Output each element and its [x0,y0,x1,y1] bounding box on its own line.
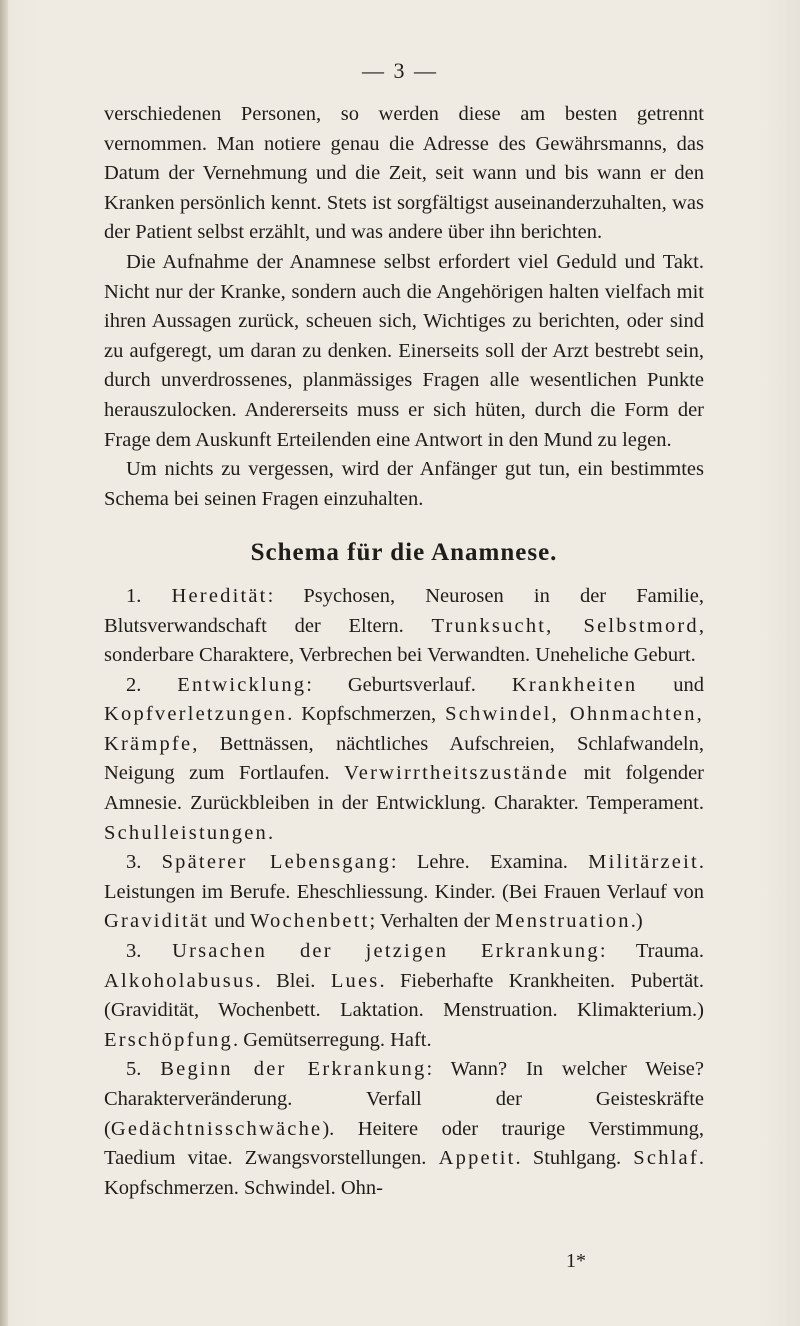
item-text: , sonderbare Charaktere, Verbrechen bei Verwandten. Uneheliche Geburt. [104,614,704,667]
schema-item [104,671,704,849]
schema-item [104,848,704,937]
signature-mark: 1* [566,1250,586,1272]
item-text: 2. [126,673,178,696]
schema-heading: Schema für die Anamnese. [250,539,558,567]
item-text: . Fieberhafte Krankheiten. Pubertät. (Gravidität, Wochenbett. Laktation. Menstruation. Klimakterium.) [104,969,704,1022]
emphasized-term: Späterer Lebensgang [161,851,391,874]
item-text: : Psychosen, Neurosen in der Familie, Blutsverwandschaft der Eltern. [104,584,704,637]
item-text: . Kopfschmerzen, [287,703,446,726]
emphasized-term: Wochenbett [250,910,370,933]
item-text: und [209,910,251,933]
emphasized-term: Ursachen der jetzigen Erkrankung [172,940,600,963]
emphasized-term: Heredität [171,584,268,607]
paragraph-intro-1: verschiedenen Personen, so werden diese am besten getrennt vernommen. Man notiere genau die Adresse des Gewährsmanns, das Datum der Vernehmung und die Zeit, seit wann und bis wann er den Kranken persönlich kennt. Stets ist sorgfältigst auseinanderzuhalten, was der Patient selbst erzählt, und was andere über ihn berichten. [104,103,704,244]
emphasized-term: Militärzeit [588,851,699,874]
emphasized-term: Schulleistungen [104,821,268,844]
emphasized-term: Gedächtnisschwäche [110,1117,323,1140]
item-text: . Gemütserregung. Haft. [232,1028,432,1051]
paragraph-intro-2: Die Aufnahme der Anamnese selbst erfordert viel Geduld und Takt. Nicht nur der Kranke, sondern auch die Angehörigen halten vielfach mit ihren Aussagen zurück, scheuen sich, Wichtiges zu berichten, oder sind zu aufgeregt, um daran zu denken. Einerseits soll der Arzt bestrebt sein, durch unverdrossenes, planmässiges Fragen alle wesentlichen Punkte herauszulocken. Andererseits muss er sich hüten, durch die Form der Frage dem Auskunft Erteilenden eine Antwort in den Mund zu legen. [104,250,704,451]
item-text: mit folgender Amnesie. Zurückbleiben in der Entwicklung. Charakter. Temperament. [104,762,704,815]
emphasized-term: Kopfverletzungen [104,703,288,726]
page-gutter-shadow [0,0,8,1326]
item-text: . [267,821,274,844]
page-number-header: — 3 — [362,58,438,83]
emphasized-term: Verwirrtheitszustände [344,762,570,785]
item-text: 1. [126,584,172,607]
emphasized-term: Appetit [438,1147,516,1170]
item-text: : Geburtsverlauf. [306,673,512,696]
emphasized-term: Beginn der Erkrankung [160,1058,427,1081]
schema-item [104,582,704,671]
emphasized-term: Entwicklung [177,673,307,696]
item-text: und [637,673,705,696]
emphasized-term: Schlaf [633,1147,699,1170]
emphasized-term: Schwindel, Ohnmachten, Krämpfe [104,703,705,755]
item-text: 5. [126,1058,161,1081]
item-text: : Trauma. [599,940,704,963]
item-text: . Stuhlgang. [515,1147,634,1170]
page-body [104,100,704,1203]
item-text: 3. [126,851,162,874]
item-text: . Kopfschmerzen. Schwindel. Ohn- [104,1147,704,1199]
item-text: 3. [126,940,173,963]
item-text: ). Heitere oder traurige Verstimmung, Taedium vitae. Zwangsvorstellungen. [104,1117,704,1170]
item-text: . Blei. [255,969,331,992]
paragraph-intro-3: Um nichts zu vergessen, wird der Anfänger gut tun, ein bestimmtes Schema bei seinen Fragen einzuhalten. [104,458,704,510]
item-text: : Wann? In welcher Weise? Charakterveränderung. Verfall der Geisteskräfte ( [104,1058,704,1140]
item-text: .) [630,910,643,933]
emphasized-term: Erschöpfung [104,1028,233,1051]
item-text: ; Verhalten der [369,910,495,933]
emphasized-term: Krankheiten [511,673,638,696]
item-text: : Lehre. Examina. [390,851,589,874]
emphasized-term: Alkoholabusus [104,969,256,992]
schema-list [104,582,704,1203]
item-text: , Bettnässen, nächtliches Aufschreien, Schlafwandeln, Neigung zum Fortlaufen. [104,732,704,785]
emphasized-term: Trunksucht, Selbstmord [431,614,699,637]
schema-item [104,1055,704,1203]
emphasized-term: Menstruation [494,910,631,933]
emphasized-term: Gravidität [104,910,210,933]
emphasized-term: Lues [330,969,380,992]
item-text: . Leistungen im Berufe. Eheschliessung. Kinder. (Bei Frauen Verlauf von [104,851,704,903]
schema-item [104,937,704,1055]
